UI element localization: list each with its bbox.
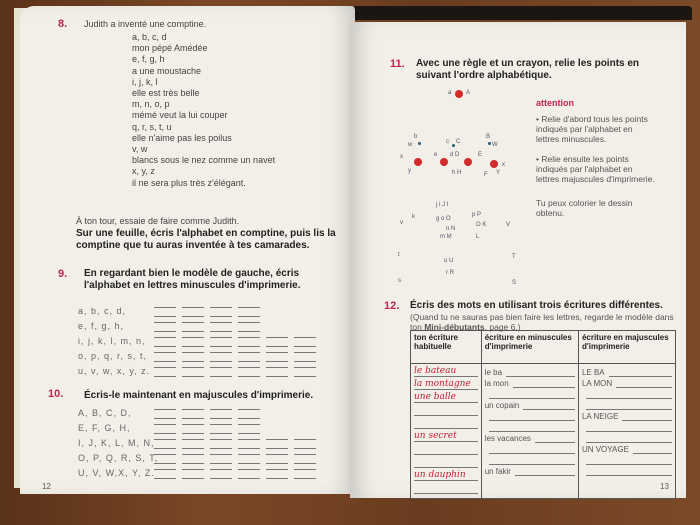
page-number-left: 12 — [42, 482, 51, 491]
table-cell-line — [485, 377, 575, 388]
write-line[interactable] — [586, 456, 672, 465]
write-line[interactable] — [609, 368, 672, 377]
poem-line: elle n'aime pas les poilus — [132, 132, 232, 143]
blank-lines — [154, 337, 316, 347]
table-cell-line — [582, 388, 672, 399]
handwritten-word: un secret — [414, 431, 478, 442]
write-blank[interactable] — [182, 424, 204, 434]
write-blank[interactable] — [182, 367, 204, 377]
cell-text: la mon — [484, 379, 509, 388]
blank-lines — [154, 409, 260, 419]
write-line[interactable] — [586, 390, 672, 399]
blank-lines — [154, 469, 316, 479]
write-blank[interactable] — [154, 307, 176, 317]
handwritten-word — [414, 418, 478, 429]
write-line[interactable] — [586, 467, 672, 476]
handwritten-word: un dauphin — [414, 470, 478, 481]
alphabet-row-label: i, j, k, l, m, n, — [78, 336, 146, 346]
table-cell-line — [485, 454, 575, 465]
table-cell-line — [485, 410, 575, 421]
write-blank[interactable] — [210, 337, 232, 347]
write-blank[interactable] — [182, 307, 204, 317]
write-blank[interactable] — [266, 469, 288, 479]
coloring-note: Tu peux colorier le dessin obtenu. — [536, 198, 633, 218]
table-cell-line — [582, 454, 672, 465]
write-blank[interactable] — [238, 367, 260, 377]
write-blank[interactable] — [154, 439, 176, 449]
write-line[interactable] — [489, 412, 575, 421]
blank-lines — [154, 352, 316, 362]
write-line[interactable] — [506, 368, 575, 377]
column-habitual[interactable] — [411, 364, 482, 499]
write-blank[interactable] — [238, 424, 260, 434]
table-cell-line — [485, 443, 575, 454]
handwritten-word — [414, 405, 478, 416]
handwritten-word: une balle — [414, 392, 478, 403]
write-blank[interactable] — [238, 337, 260, 347]
right-page — [350, 22, 686, 498]
handwritten-word: la montagne — [414, 379, 478, 390]
write-blank[interactable] — [238, 322, 260, 332]
write-blank[interactable] — [266, 454, 288, 464]
exercise-9-number: 9. — [58, 268, 68, 280]
alphabet-row-label: I, J, K, L, M, N, — [78, 438, 155, 448]
attention-bullet-2: • Relie ensuite les points indiqués par l'alphabet en lettres majuscules d'imprimerie. — [536, 154, 655, 184]
write-blank[interactable] — [238, 454, 260, 464]
write-blank[interactable] — [210, 439, 232, 449]
exercise-10-number: 10. — [48, 388, 64, 400]
write-blank[interactable] — [238, 307, 260, 317]
page-number-right: 13 — [660, 482, 669, 491]
write-blank[interactable] — [182, 469, 204, 479]
cell-text: LA NEIGE — [581, 412, 619, 421]
write-blank[interactable] — [154, 322, 176, 332]
exercise-12-number: 12. — [384, 300, 400, 312]
write-blank[interactable] — [182, 322, 204, 332]
blank-lines — [154, 439, 316, 449]
write-blank[interactable] — [266, 352, 288, 362]
alphabet-row-label: u, v, w, x, y, z. — [78, 366, 151, 376]
write-blank[interactable] — [294, 337, 316, 347]
table-cell-line — [582, 421, 672, 432]
table-cell-line — [485, 465, 575, 476]
alphabet-row-label: O, P, Q, R, S, T, — [78, 453, 159, 463]
write-blank[interactable] — [182, 352, 204, 362]
write-blank[interactable] — [210, 424, 232, 434]
left-page — [20, 6, 355, 494]
blank-lines — [154, 454, 316, 464]
cell-text: un fakir — [484, 467, 511, 476]
cell-text: LE BA — [581, 368, 605, 377]
cell-text: les vacances — [484, 434, 531, 443]
alphabet-row-label: a, b, c, d, — [78, 306, 127, 316]
table-cell-line — [582, 465, 672, 476]
exercise-8-prompt: À ton tour, essaie de faire comme Judith. — [76, 216, 240, 226]
write-blank[interactable] — [266, 439, 288, 449]
exercise-11-instruction: Avec une règle et un crayon, relie les points en suivant l'ordre alphabétique. — [416, 58, 640, 81]
write-line[interactable] — [489, 390, 575, 399]
write-blank[interactable] — [154, 409, 176, 419]
write-blank[interactable] — [210, 469, 232, 479]
write-blank[interactable] — [210, 352, 232, 362]
handwritten-word — [414, 444, 478, 455]
attention-title: attention — [536, 98, 574, 108]
table-cell-line — [582, 410, 672, 421]
alphabet-row-label: e, f, g, h, — [78, 321, 125, 331]
column-lowercase[interactable] — [481, 364, 578, 499]
header-habitual: ton écriture habituelle — [411, 331, 482, 364]
handwritten-word — [414, 457, 478, 468]
exercise-8-number: 8. — [58, 18, 68, 30]
write-line[interactable] — [586, 423, 672, 432]
write-line[interactable] — [586, 401, 672, 410]
blank-lines — [154, 424, 260, 434]
column-uppercase[interactable] — [578, 364, 675, 499]
write-blank[interactable] — [182, 337, 204, 347]
poem-line: v, w — [132, 144, 148, 155]
write-blank[interactable] — [294, 454, 316, 464]
table-cell-line — [582, 366, 672, 377]
write-blank[interactable] — [238, 352, 260, 362]
table-cell-line — [582, 432, 672, 443]
write-line[interactable] — [513, 379, 575, 388]
write-blank[interactable] — [154, 469, 176, 479]
poem-line: mémé veut la lui couper — [132, 110, 228, 121]
write-blank[interactable] — [210, 454, 232, 464]
write-blank[interactable] — [294, 439, 316, 449]
write-line[interactable] — [489, 423, 575, 432]
poem-line: elle est très belle — [132, 88, 200, 99]
write-blank[interactable] — [294, 469, 316, 479]
poem-line: m, n, o, p — [132, 99, 170, 110]
write-blank[interactable] — [210, 307, 232, 317]
write-blank[interactable] — [238, 439, 260, 449]
blank-lines — [154, 307, 260, 317]
cell-text: le ba — [484, 368, 503, 377]
write-blank[interactable] — [154, 352, 176, 362]
handwritten-word: le bateau — [414, 366, 478, 377]
handwritten-word — [414, 483, 478, 494]
poem-line: il ne sera plus très z'élégant. — [132, 177, 246, 188]
write-blank[interactable] — [154, 367, 176, 377]
write-blank[interactable] — [154, 454, 176, 464]
write-blank[interactable] — [266, 337, 288, 347]
attention-bullet-1: • Relie d'abord tous les points indiqués par l'alphabet en lettres minuscules. — [536, 114, 648, 144]
alphabet-row-label: o, p, q, r, s, t, — [78, 351, 148, 361]
exercise-8-intro: Judith a inventé une comptine. — [84, 19, 207, 29]
write-blank[interactable] — [294, 352, 316, 362]
write-blank[interactable] — [210, 409, 232, 419]
blank-lines — [154, 367, 316, 377]
alphabet-row-label: A, B, C, D, — [78, 408, 132, 418]
poem-line: a une moustache — [132, 65, 202, 76]
table-cell-line — [582, 443, 672, 454]
poem-line: i, j, k, l — [132, 76, 158, 87]
write-blank[interactable] — [210, 367, 232, 377]
write-line[interactable] — [523, 401, 575, 410]
write-line[interactable] — [586, 434, 672, 443]
cell-text: un copain — [484, 401, 520, 410]
write-blank[interactable] — [210, 322, 232, 332]
dot-to-dot-diagram: a A b w c C B W e d D E x y x Y h H F j i J I k g o O p P v n N O K V m M L t u U T r R s S — [398, 90, 517, 286]
exercise-9-instruction: En regardant bien le modèle de gauche, écris l'alphabet en lettres minuscules d'imprimerie. — [84, 268, 301, 291]
comptine-poem — [132, 32, 275, 189]
write-blank[interactable] — [294, 367, 316, 377]
write-line[interactable] — [633, 445, 672, 454]
table-cell-line — [582, 399, 672, 410]
write-blank[interactable] — [154, 337, 176, 347]
table-cell-line — [485, 399, 575, 410]
write-blank[interactable] — [182, 454, 204, 464]
write-blank[interactable] — [182, 409, 204, 419]
cell-text: UN VOYAGE — [581, 445, 629, 454]
table-cell-line — [582, 377, 672, 388]
header-lowercase: écriture en minuscules d'imprimerie — [481, 331, 578, 364]
blank-lines — [154, 322, 260, 332]
exercise-8-instruction: Sur une feuille, écris l'alphabet en comptine, puis lis la comptine que tu auras inventée à tes camarades. — [76, 228, 336, 251]
poem-line: q, r, s, t, u — [132, 121, 172, 132]
write-line[interactable] — [616, 379, 672, 388]
write-line[interactable] — [622, 412, 672, 421]
table-cell-line — [485, 432, 575, 443]
poem-line: x, y, z — [132, 166, 155, 177]
alphabet-row-label: E, F, G, H, — [78, 423, 131, 433]
exercise-12-instruction: Écris des mots en utilisant trois écritures différentes. — [410, 300, 663, 311]
table-cell-line — [485, 421, 575, 432]
poem-line: mon pépé Amédée — [132, 43, 208, 54]
poem-line: a, b, c, d — [132, 32, 167, 42]
write-line[interactable] — [489, 456, 575, 465]
cell-text: LA MON — [581, 379, 613, 388]
alphabet-row-label: U, V, W,X, Y, Z. — [78, 468, 155, 478]
write-line[interactable] — [489, 445, 575, 454]
poem-line: e, f, g, h — [132, 54, 165, 65]
writing-table — [410, 330, 676, 499]
exercise-12-hint: (Quand tu ne sauras pas bien faire les lettres, regarde le modèle dans ton Mini-débutants, page 6.) — [410, 312, 674, 332]
write-blank[interactable] — [154, 424, 176, 434]
write-line[interactable] — [515, 467, 575, 476]
table-cell-line — [485, 366, 575, 377]
write-blank[interactable] — [182, 439, 204, 449]
write-line[interactable] — [535, 434, 575, 443]
poem-line: blancs sous le nez comme un navet — [132, 155, 276, 166]
write-blank[interactable] — [266, 367, 288, 377]
write-blank[interactable] — [238, 469, 260, 479]
book-back-cover — [352, 6, 692, 20]
exercise-10-instruction: Écris-le maintenant en majuscules d'imprimerie. — [84, 390, 314, 401]
exercise-11-number: 11. — [390, 58, 405, 70]
header-uppercase: écriture en majuscules d'imprimerie — [578, 331, 675, 364]
table-cell-line — [485, 388, 575, 399]
write-blank[interactable] — [238, 409, 260, 419]
